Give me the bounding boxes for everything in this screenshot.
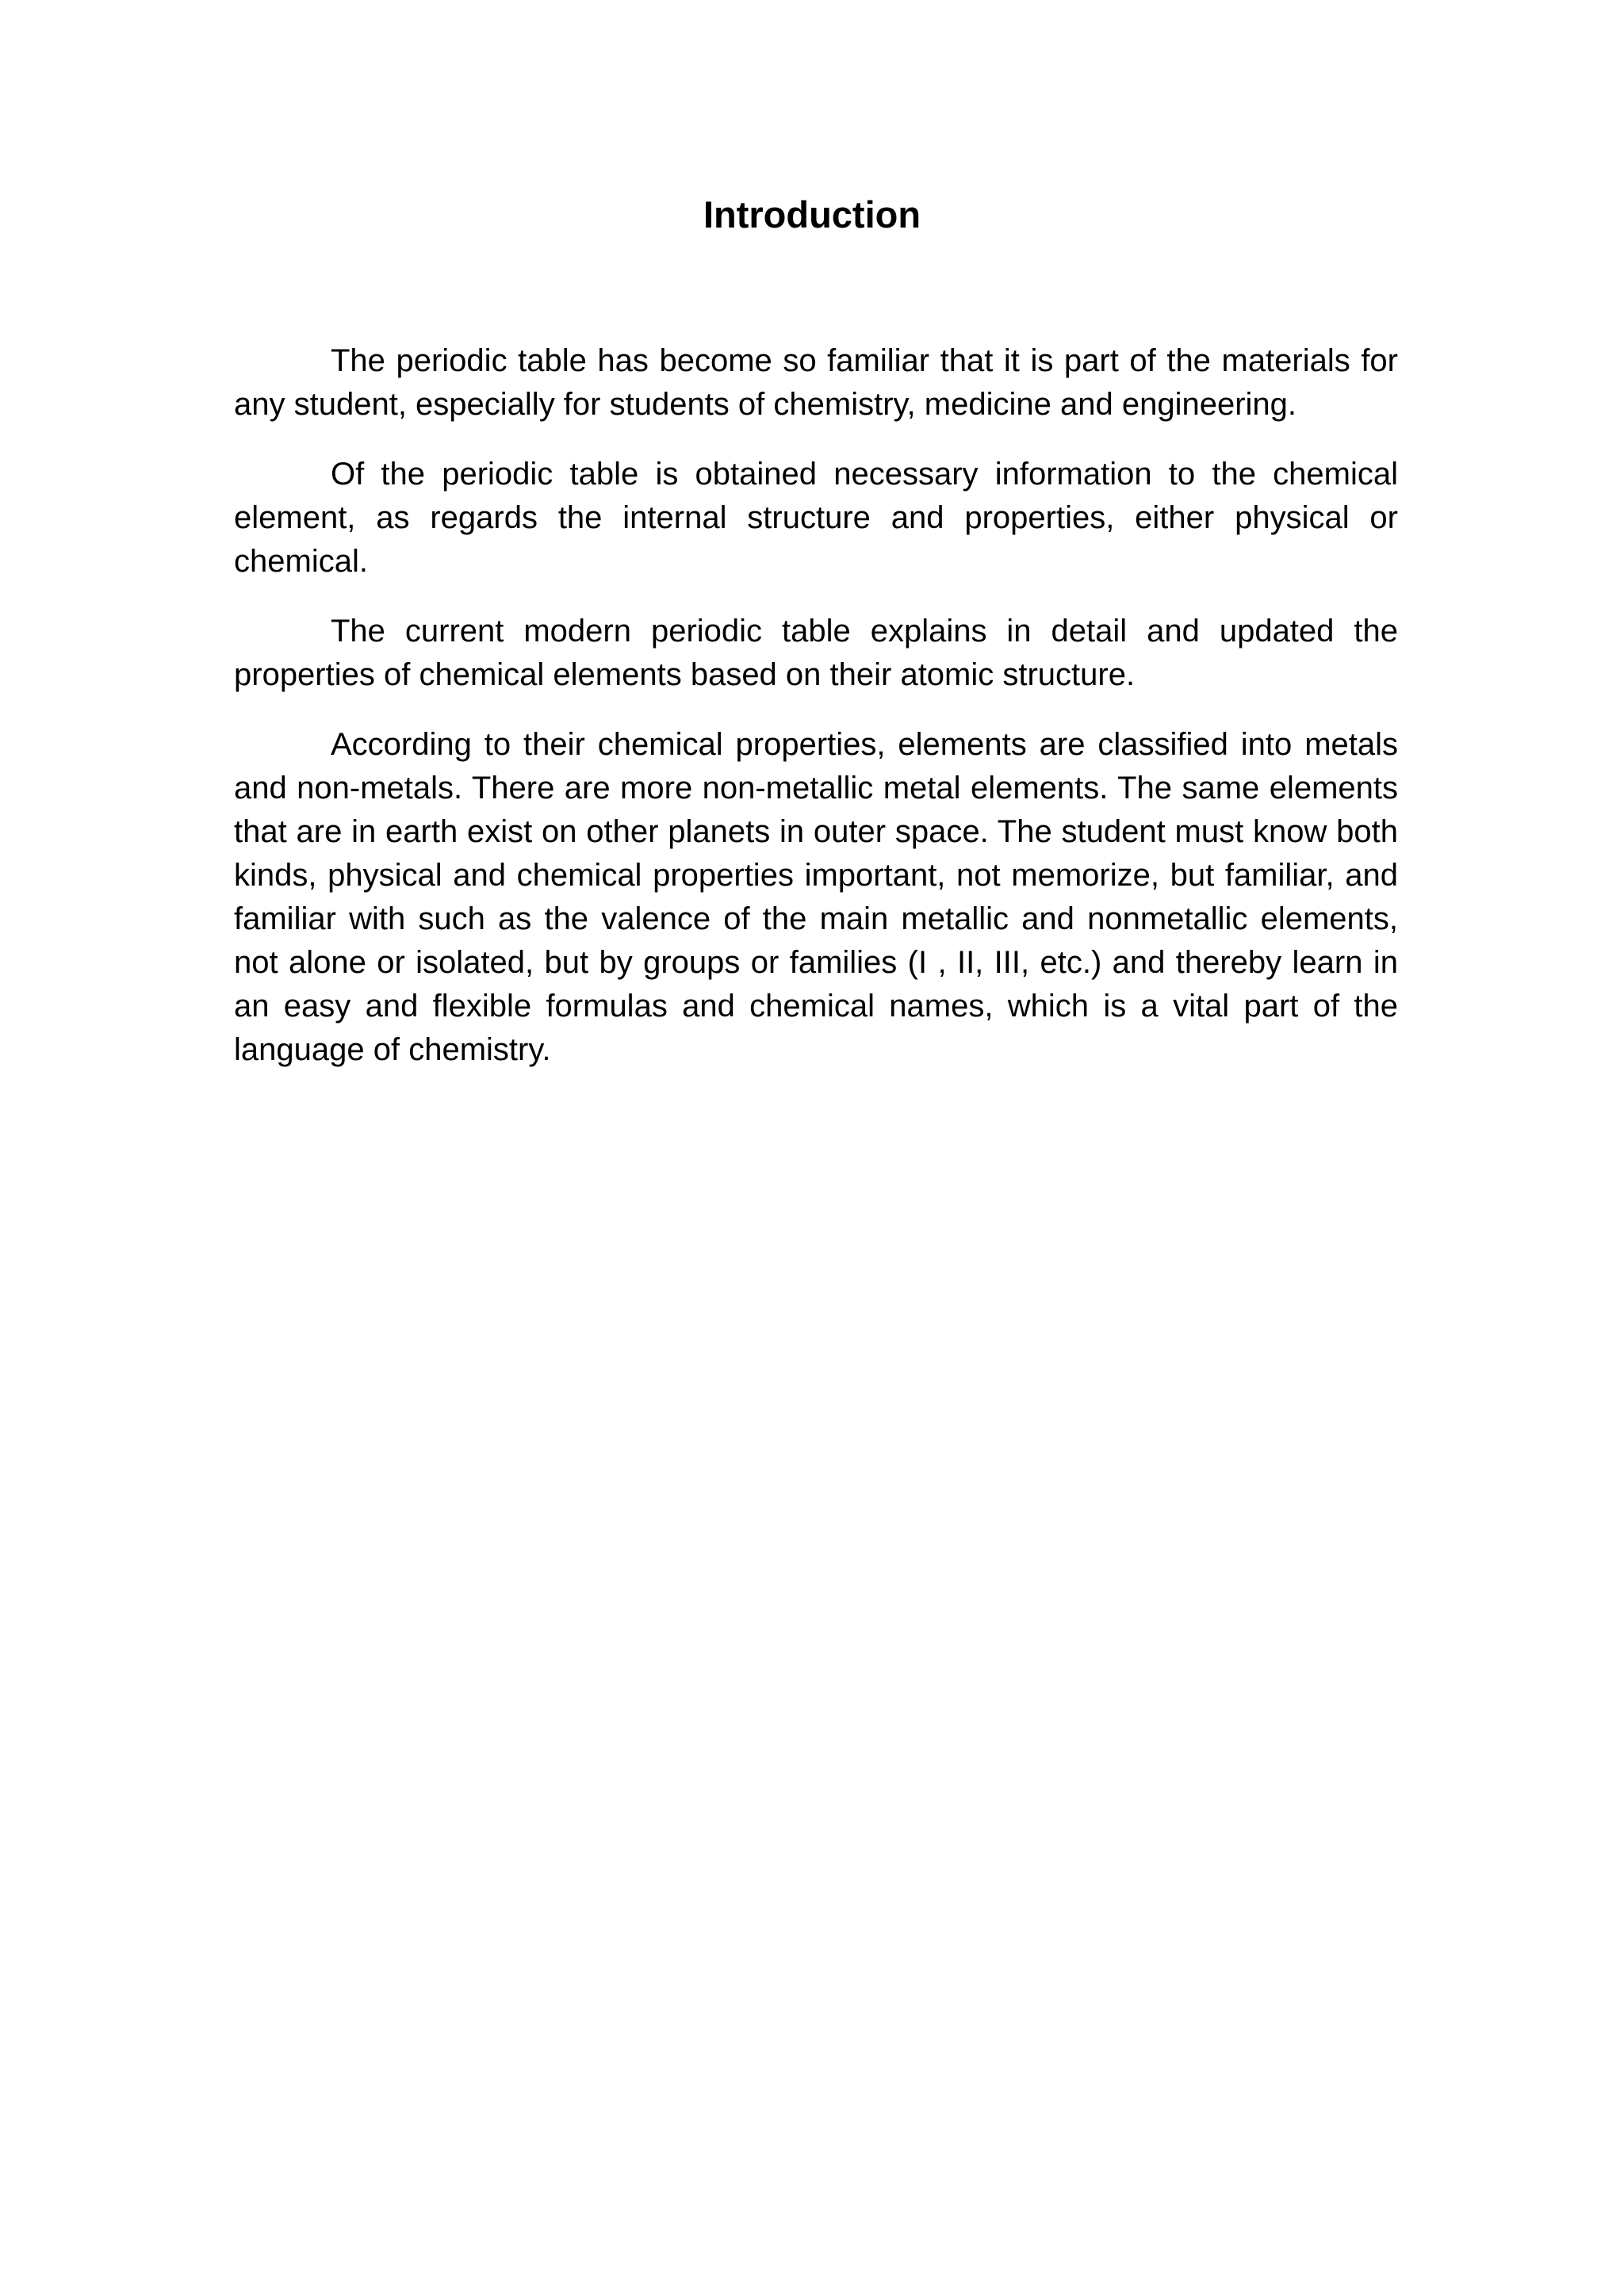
page-title: Introduction xyxy=(703,193,921,235)
body-text xyxy=(234,339,1398,1098)
paragraph-2: Of the periodic table is obtained necessary information to the chemical element, as regards the internal structure and properties, either physical or chemical. xyxy=(234,457,1398,579)
paragraph-1: The periodic table has become so familiar that it is part of the materials for any student, especially for students of chemistry, medicine and engineering. xyxy=(234,343,1398,422)
paragraph-3: The current modern periodic table explains in detail and updated the properties of chemical elements based on their atomic structure. xyxy=(234,614,1398,692)
paragraph-4: According to their chemical properties, elements are classified into metals and non-metals. There are more non-metallic metal elements. The same elements that are in earth exist on other planets in outer space. The student must know both kinds, physical and chemical properties important, not memorize, but familiar, and familiar with such as the valence of the main metallic and nonmetallic elements, not alone or isolated, but by groups or families (I , II, III, etc.) and thereby learn in an easy and flexible formulas and chemical names, which is a vital part of the language of chemistry. xyxy=(234,727,1398,1067)
